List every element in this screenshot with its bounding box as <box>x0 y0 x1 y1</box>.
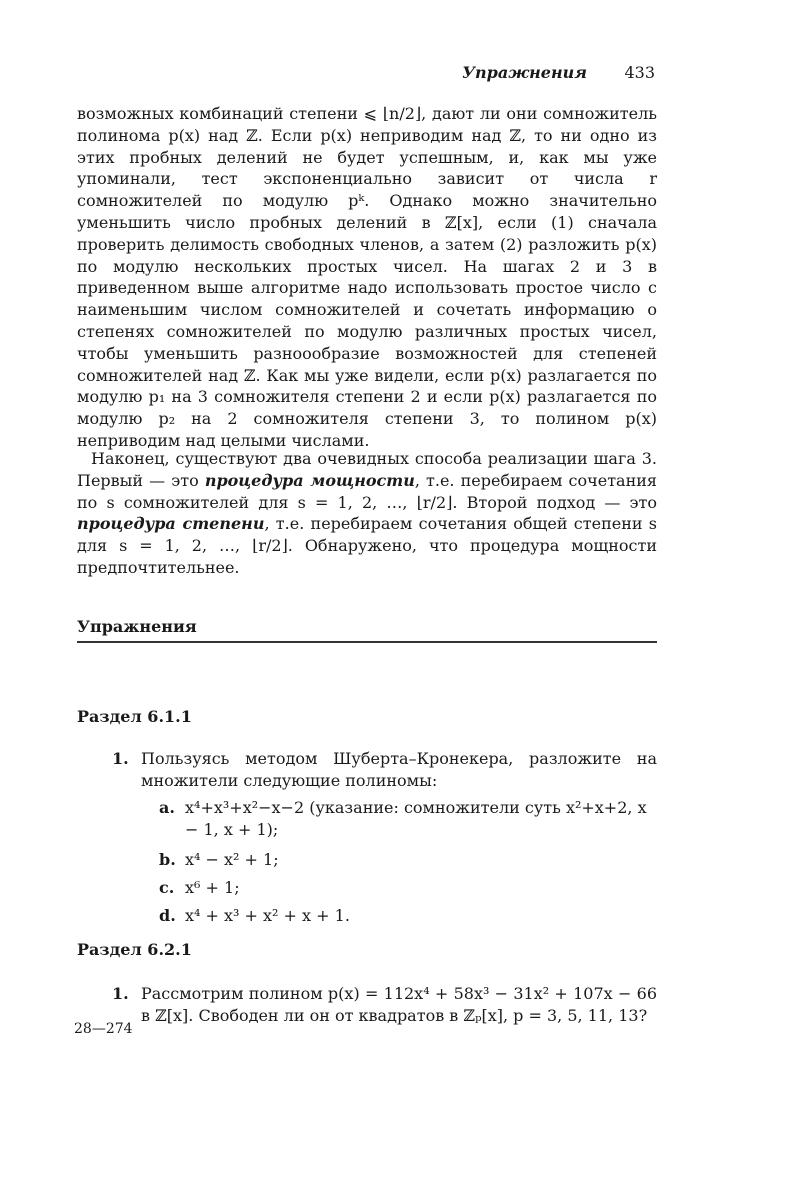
item-label: a. <box>159 798 175 817</box>
item-expression: x⁴ + x³ + x² + x + 1. <box>185 906 350 925</box>
term-degree-procedure: процедура степени <box>77 514 265 534</box>
para2-part1: Наконец, существуют два очевидных способа реализации шага 3. Первый — это <box>77 449 657 490</box>
item-expression: x⁴+x³+x²−x−2 (указание: сомножители суть x²+x+2, x − 1, x + 1); <box>185 798 647 839</box>
term-power-procedure: процедура мощности <box>204 470 415 490</box>
exercise-text: Рассмотрим полином p(x) = 112x⁴ + 58x³ − 31x² + 107x − 66 в ℤ[x]. Свободен ли он от квадратов в ℤₚ[x], p = 3, 5, 11, 13? <box>141 984 657 1025</box>
heading-rule <box>77 641 657 643</box>
item-expression: x⁶ + 1; <box>185 878 240 897</box>
paragraph-2-text <box>77 448 657 579</box>
paragraph-1 <box>77 103 657 452</box>
paragraph-2 <box>77 448 657 579</box>
para2-part2: , т.е. перебираем сочетания по s сомножителей для s = 1, 2, …, ⌊r/2⌋. Второй подход — это <box>77 470 658 512</box>
item-label: b. <box>159 850 176 869</box>
exercise-number: 1. <box>112 749 129 768</box>
item-expression: x⁴ − x² + 1; <box>185 850 279 869</box>
item-label: d. <box>159 906 176 925</box>
exercise-item-c <box>159 877 657 899</box>
signature-mark: 28—274 <box>74 1021 133 1037</box>
section-6-2-1-title: Раздел 6.2.1 <box>77 940 192 959</box>
page-number: 433 <box>624 63 655 82</box>
exercise-text: Пользуясь методом Шуберта–Кронекера, разложите на множители следующие полиномы: <box>141 749 657 790</box>
exercise-item-d <box>159 905 657 927</box>
exercise-6-2-1-1 <box>112 983 657 1027</box>
exercises-heading: Упражнения <box>77 617 197 636</box>
exercise-6-1-1-1 <box>112 748 657 792</box>
header-title: Упражнения <box>462 63 587 82</box>
exercise-item-a <box>159 797 657 841</box>
section-6-1-1-title: Раздел 6.1.1 <box>77 707 192 726</box>
exercise-item-b <box>159 849 657 871</box>
exercise-number: 1. <box>112 984 129 1003</box>
para2-part3: , т.е. перебираем сочетания общей степени s для s = 1, 2, …, ⌊r/2⌋. Обнаружено, что процедура мощности предпочтительнее. <box>77 514 658 577</box>
item-label: c. <box>159 878 175 897</box>
running-header <box>0 63 655 87</box>
paragraph-1-text: возможных комбинаций степени ⩽ ⌊n/2⌋, дают ли они сомножитель полинома p(x) над ℤ. Если p(x) неприводим над ℤ, то ни одно из этих пробных делений не будет успешным, и, как мы уже упоминали, тест экспоненциально зависит от числа r сомножителей по модулю pᵏ. Однако можно значительно уменьшить число пробных делений в ℤ[x], если (1) сначала проверить делимость свободных членов, а затем (2) разложить p(x) по модулю нескольких простых чисел. На шагах 2 и 3 в приведенном выше алгоритме надо использовать простое число с наименьшим числом сомножителей и сочетать информацию о степенях сомножителей по модулю различных простых чисел, чтобы уменьшить разноообразие возможностей для степеней сомножителей над ℤ. Как мы уже видели, если p(x) разлагается по модулю p₁ на 3 сомножителя степени 2 и если p(x) разлагается по модулю p₂ на 2 сомножителя степени 3, то полином p(x) неприводим над целыми числами. <box>77 104 657 450</box>
